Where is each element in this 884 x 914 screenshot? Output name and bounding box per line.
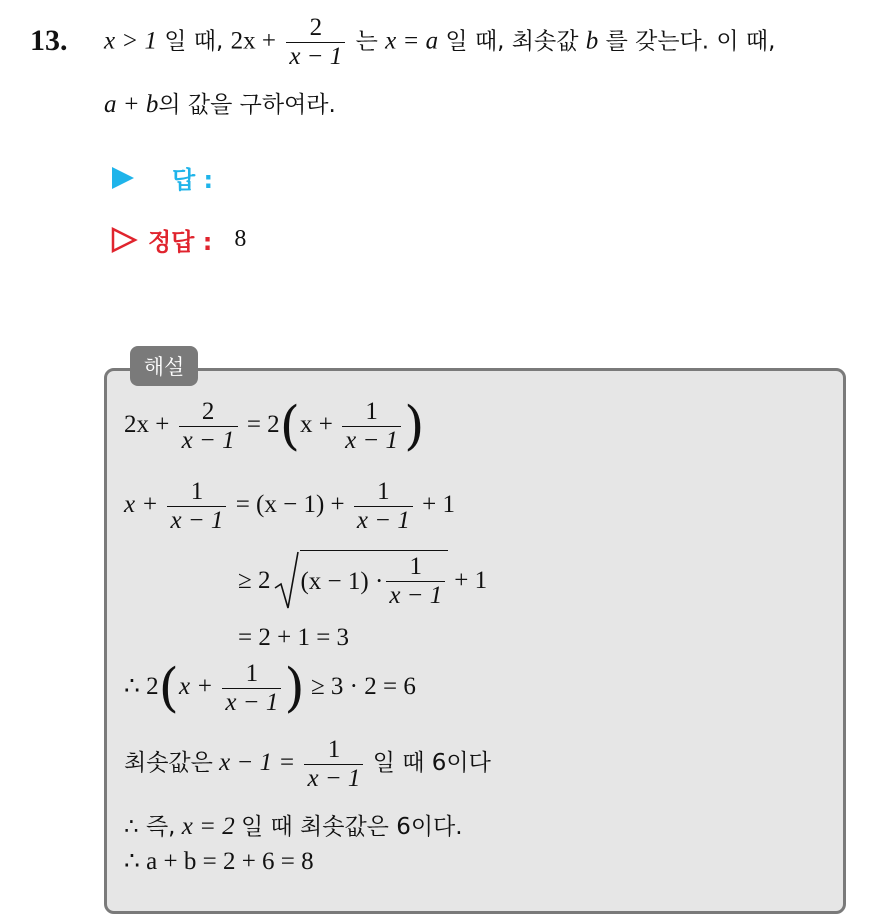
answer-label: 답 : [172, 166, 214, 194]
correct-answer-value: 8 [234, 226, 247, 252]
l2-fraction-2 [354, 478, 413, 535]
solution-line-1 [124, 398, 424, 455]
l1-left: 2x + [124, 411, 170, 439]
sqrt-content [300, 550, 448, 610]
l5-therefore-2: ∴ 2 [124, 673, 159, 701]
l1-x-plus: x + [299, 411, 333, 439]
l2-denominator-2: x − 1 [354, 506, 413, 535]
l6-denominator: x − 1 [304, 764, 363, 793]
solution-line-7 [124, 808, 463, 841]
solution-line-4: = 2 + 1 = 3 [238, 624, 350, 651]
l5-numerator: 1 [245, 660, 259, 687]
filled-triangle-icon [110, 165, 136, 191]
l5-x-plus: x + [178, 673, 214, 701]
l7-tail: 일 때 최솟값은 6이다. [240, 814, 463, 840]
l2-eq: = (x − 1) + [235, 491, 345, 519]
l5-right-paren: ) [284, 658, 305, 719]
l2-numerator: 1 [190, 478, 204, 505]
text-min-value: 일 때, 최솟값 [445, 28, 579, 55]
l6-fraction [304, 736, 363, 793]
l2-left: x + [124, 491, 159, 519]
problem-line-2 [104, 86, 336, 119]
sqrt-radical-icon [274, 550, 300, 612]
solution-tab: 해설 [130, 346, 198, 386]
l1-fraction [179, 398, 238, 455]
l1-eq-2: = 2 [246, 411, 280, 439]
text-when: 일 때, [164, 28, 224, 55]
expr-2x-plus: 2x + [230, 27, 277, 55]
l1-fraction-2 [342, 398, 401, 455]
expr-x-eq-a: x = a [385, 27, 439, 55]
l2-plus-1: + 1 [422, 491, 455, 519]
l1-denominator: x − 1 [179, 426, 238, 455]
fraction-denominator: x − 1 [286, 42, 345, 71]
correct-answer-label: 정답 : [148, 228, 213, 256]
l1-left-paren: ( [279, 396, 300, 457]
l5-geq: ≥ 3 · 2 = 6 [310, 673, 416, 701]
problem-line-1 [104, 14, 775, 71]
l3-x-minus-1: (x − 1) · [300, 567, 384, 595]
outline-triangle-icon [110, 226, 138, 254]
l5-fraction [222, 660, 281, 717]
l6-min-text: 최솟값은 [124, 750, 213, 777]
solution-line-6 [124, 736, 491, 793]
l3-fraction [386, 553, 445, 610]
l3-numerator: 1 [409, 553, 423, 580]
text-has: 를 갖는다. 이 때, [605, 28, 776, 55]
l6-numerator: 1 [327, 736, 341, 763]
expr-a-plus-b: a + b [104, 91, 159, 118]
correct-answer-row [110, 222, 246, 257]
fraction-2-over-x-1 [286, 14, 345, 71]
l2-fraction [167, 478, 226, 535]
solution-line-2 [124, 478, 455, 535]
l2-numerator-2: 1 [377, 478, 390, 505]
l6-tail: 일 때 6이다 [372, 750, 491, 777]
l1-numerator: 2 [201, 398, 215, 425]
text-find-value: 의 값을 구하여라. [158, 92, 336, 118]
solution-line-3 [238, 550, 487, 612]
var-b: b [585, 27, 599, 55]
fraction-numerator: 2 [309, 14, 323, 41]
solution-line-5 [124, 660, 416, 717]
problem-number: 13. [30, 24, 68, 57]
l5-left-paren: ( [158, 658, 179, 719]
solution-line-8: ∴ a + b = 2 + 6 = 8 [124, 848, 314, 875]
l3-geq-2: ≥ 2 [238, 567, 271, 594]
l7-expr: x = 2 [181, 813, 235, 840]
l1-right-paren: ) [404, 396, 425, 457]
answer-row [110, 160, 213, 195]
l5-denominator: x − 1 [222, 688, 281, 717]
l6-expr: x − 1 = [219, 749, 296, 777]
condition-x-gt-1: x > 1 [104, 27, 157, 55]
l1-denominator-2: x − 1 [342, 426, 401, 455]
l7-therefore: ∴ 즉, [124, 814, 176, 840]
l2-denominator: x − 1 [167, 506, 226, 535]
l3-denominator: x − 1 [386, 581, 445, 610]
l3-plus-1: + 1 [454, 567, 488, 594]
l1-numerator-2: 1 [365, 398, 378, 425]
text-topic: 는 [355, 28, 378, 55]
